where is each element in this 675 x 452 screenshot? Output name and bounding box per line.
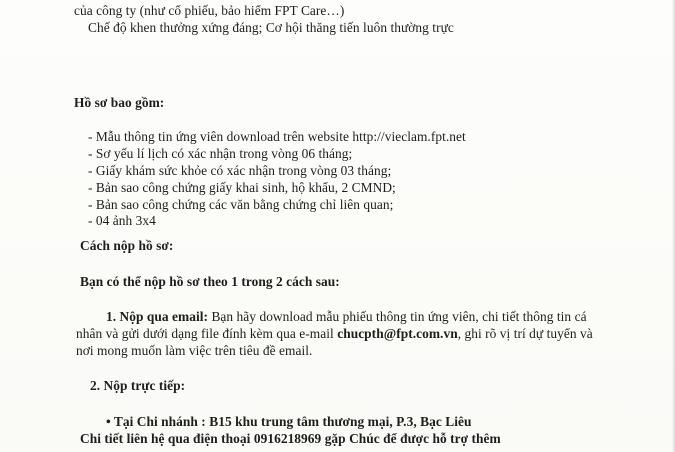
direct-method-label: 2. Nộp trực tiếp: xyxy=(90,378,186,393)
benefits-line-2: Chế độ khen thưởng xứng đáng; Cơ hội thăng tiến luôn thường trực xyxy=(88,20,454,35)
dossier-item-6: - 04 ảnh 3x4 xyxy=(88,213,156,228)
email-paragraph-line-3: nơi mong muốn làm việc trên tiêu đề email. xyxy=(76,343,313,358)
submission-intro: Bạn có thể nộp hồ sơ theo 1 trong 2 cách sau: xyxy=(80,274,340,289)
benefits-line-1: của công ty (như cổ phiếu, bảo hiểm FPT Care…) xyxy=(74,3,345,18)
email-method-label: 1. Nộp qua email: xyxy=(106,309,209,324)
email-text-2a: nhân và gửi dưới dạng file đính kèm qua e-mail xyxy=(76,326,338,341)
email-paragraph-line-2 xyxy=(76,326,593,342)
submission-heading: Cách nộp hồ sơ: xyxy=(80,238,174,253)
dossier-item-2: - Sơ yếu lí lịch có xác nhận trong vòng 06 tháng; xyxy=(88,146,353,161)
email-paragraph-line-1 xyxy=(106,309,587,325)
dossier-item-3: - Giấy khám sức khỏe có xác nhận trong vòng 03 tháng; xyxy=(88,163,392,178)
dossier-item-5: - Bản sao công chứng các văn bằng chứng chỉ liên quan; xyxy=(88,197,394,212)
dossier-item-4: - Bản sao công chứng giấy khai sinh, hộ khẩu, 2 CMND; xyxy=(88,180,396,195)
branch-address: • Tại Chi nhánh : B15 khu trung tâm thương mại, P.3, Bạc Liêu xyxy=(106,414,472,429)
contact-phone: Chi tiết liên hệ qua điện thoại 0916218969 gặp Chúc để được hỗ trợ thêm xyxy=(80,431,501,446)
dossier-heading: Hồ sơ bao gồm: xyxy=(74,95,165,110)
email-text-1: Bạn hãy download mẫu phiếu thông tin ứng viên, chi tiết thông tin cá xyxy=(208,309,587,324)
email-text-2b: , ghi rõ vị trí dự tuyển và xyxy=(457,326,593,341)
dossier-item-1: - Mẫu thông tin ứng viên download trên website http://vieclam.fpt.net xyxy=(88,129,466,144)
email-address: chucpth@fpt.com.vn xyxy=(337,326,458,341)
